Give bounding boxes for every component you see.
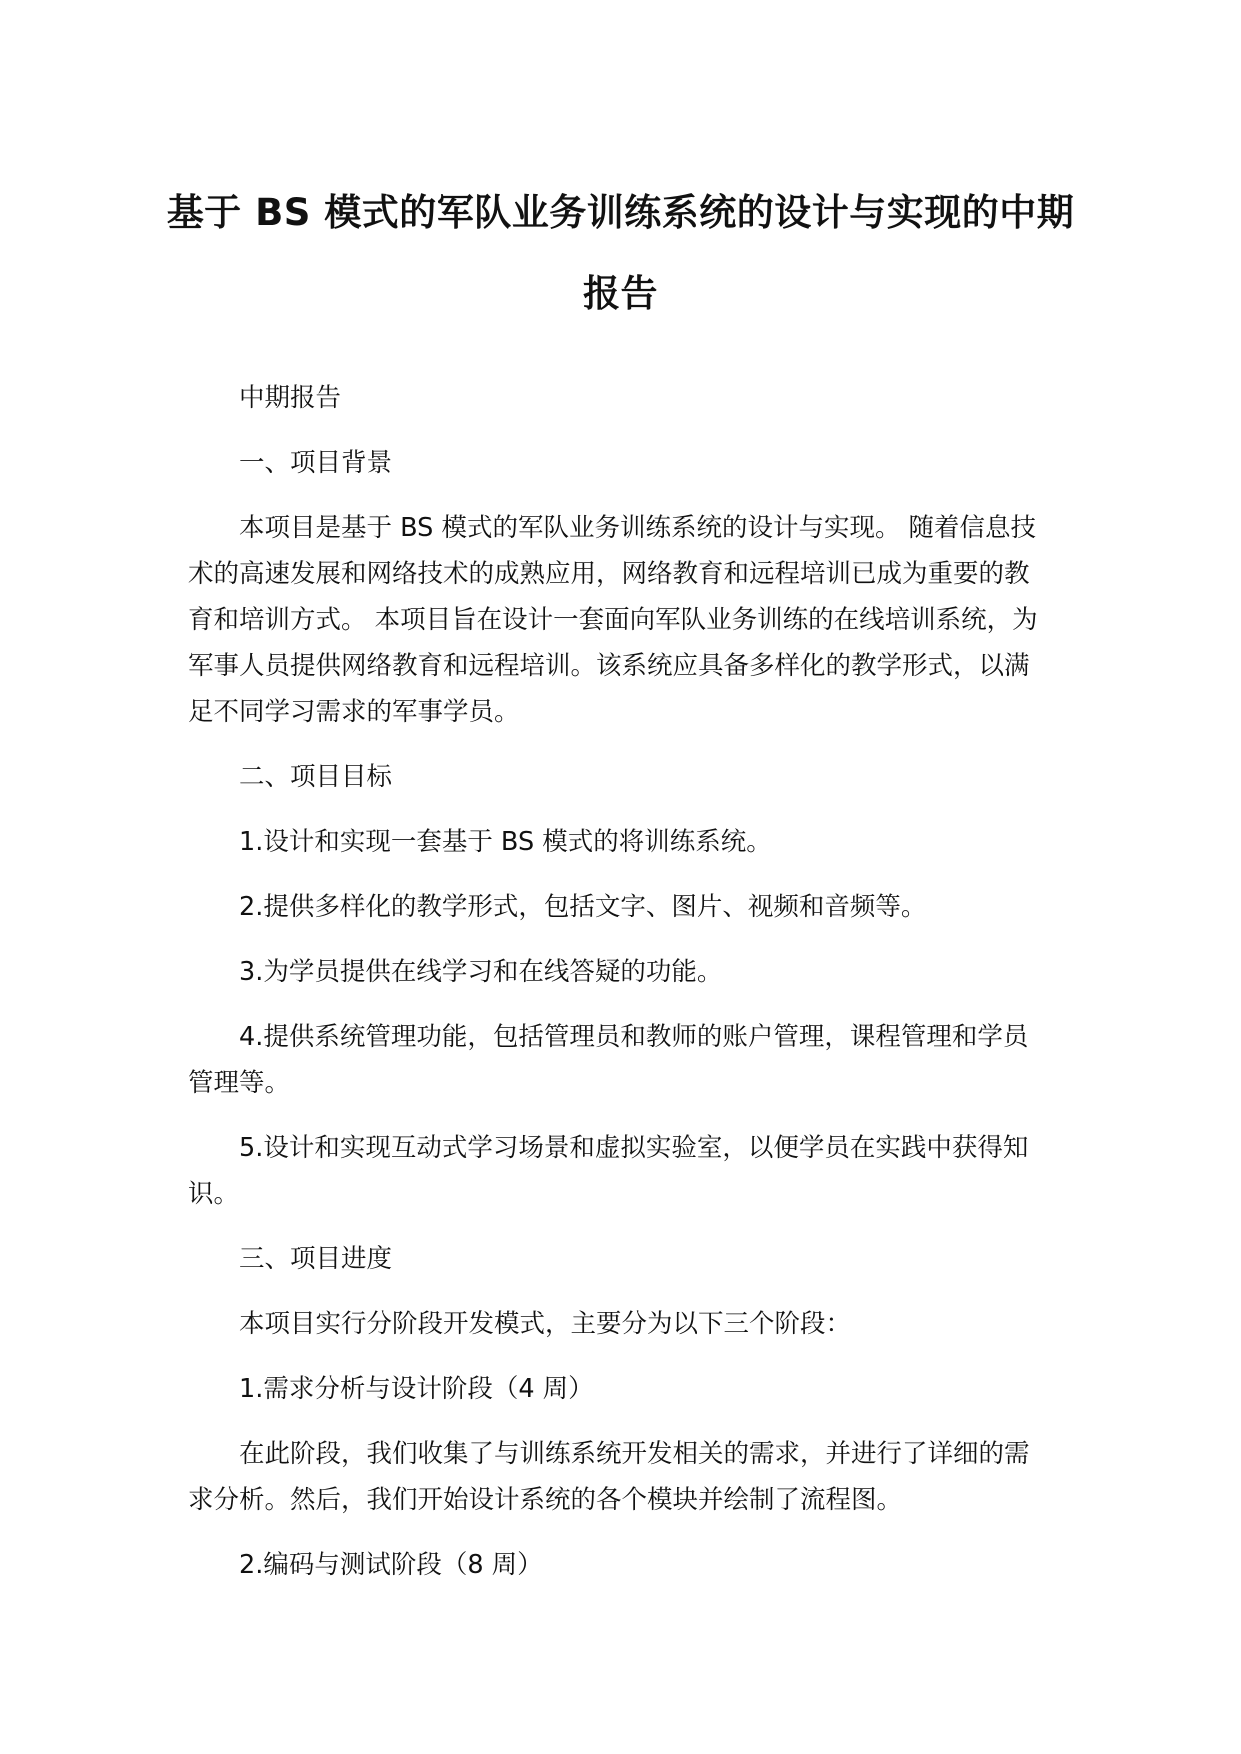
section-heading-background: 一、项目背景 [239, 448, 393, 478]
phase-description-1: 在此阶段，我们收集了与训练系统开发相关的需求，并进行了详细的需求分析。然后，我们开始设计系统的各个模块并绘制了流程图。 [188, 1439, 1030, 1515]
section-heading-goals: 二、项目目标 [239, 762, 393, 792]
document-body [188, 375, 1043, 1588]
background-paragraph: 本项目是基于 BS 模式的军队业务训练系统的设计与实现。 随着信息技术的高速发展和网络技术的成熟应用，网络教育和远程培训已成为重要的教育和培训方式。 本项目旨在设计一套面向军队业务训练的在线培训系统，为军事人员提供网络教育和远程培训。该系统应具备多样化的教学形式，以满足不同学习需求的军事学员。 [188, 513, 1038, 727]
goal-item-1: 1.设计和实现一套基于 BS 模式的将训练系统。 [239, 827, 772, 857]
goal-item-4: 4.提供系统管理功能，包括管理员和教师的账户管理，课程管理和学员管理等。 [188, 1022, 1029, 1098]
goal-item-3: 3.为学员提供在线学习和在线答疑的功能。 [239, 957, 723, 987]
goal-item-5: 5.设计和实现互动式学习场景和虚拟实验室，以便学员在实践中获得知识。 [188, 1133, 1029, 1209]
phase-heading-1: 1.需求分析与设计阶段（4 周） [239, 1374, 594, 1404]
section-heading-progress: 三、项目进度 [239, 1244, 393, 1274]
goal-item-2: 2.提供多样化的教学形式，包括文字、图片、视频和音频等。 [239, 892, 927, 922]
progress-intro: 本项目实行分阶段开发模式，主要分为以下三个阶段： [239, 1309, 852, 1339]
report-label: 中期报告 [239, 383, 342, 413]
phase-heading-2: 2.编码与测试阶段（8 周） [239, 1550, 543, 1580]
document-title: 基于 BS 模式的军队业务训练系统的设计与实现的中期报告 [166, 191, 1075, 315]
